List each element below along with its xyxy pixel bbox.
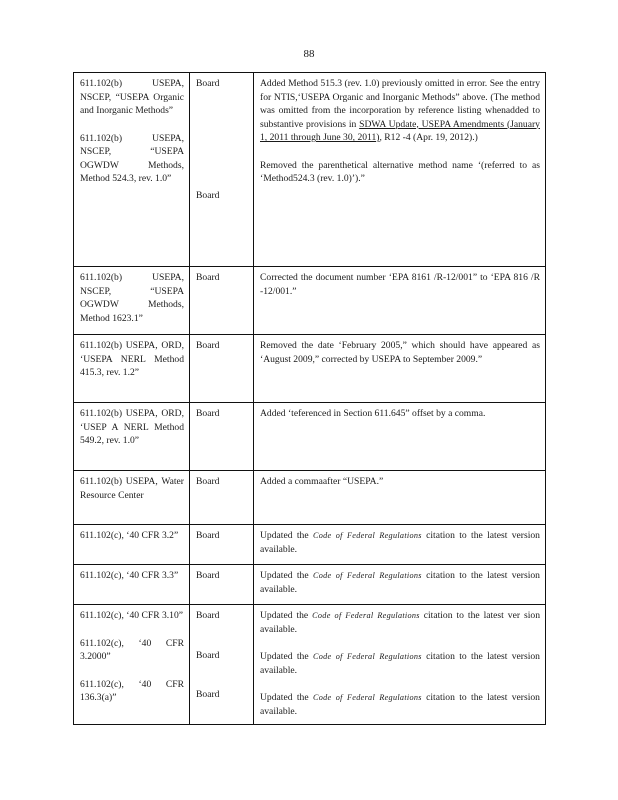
source-text: Board <box>196 689 220 700</box>
action-text: Added Method 515.3 (rev. 1.0) previously omitted in error. See the entry for NTIS,‘USEPA Organic and Inorganic Methods” above. (The method was omitted from the incorporation by reference listing whenadded to substantive provisions in SDWA Update, USEPA Amendments (January 1, 2011 through June 30, 2011), R12 -4 (Apr. 19, 2012).) <box>260 78 540 143</box>
table-row <box>74 267 546 335</box>
source-text: Board <box>196 530 220 541</box>
action-cell <box>254 565 546 605</box>
section-text: 611.102(c), ‘40 CFR 136.3(a)” <box>80 678 184 703</box>
source-text: Board <box>196 340 220 351</box>
section-text: 611.102(b) USEPA, NSCEP, “USEPA OGWDW Methods, Method 1623.1” <box>80 272 184 324</box>
source-cell <box>190 73 254 267</box>
action-text: Updated the Code of Federal Regulations citation to the latest version available. <box>260 570 540 595</box>
source-cell <box>190 403 254 471</box>
page-number: 88 <box>303 48 315 60</box>
action-text: Updated the Code of Federal Regulations citation to the latest version available. <box>260 651 540 676</box>
section-text: 611.102(b) USEPA, NSCEP, “USEPA OGWDW Methods, Method 524.3, rev. 1.0” <box>80 132 184 184</box>
section-text: 611.102(c), ‘40 CFR 3.10” <box>80 610 184 621</box>
amendments-table <box>73 72 546 725</box>
table-row <box>74 471 546 525</box>
section-cell <box>74 403 190 471</box>
source-cell <box>190 525 254 565</box>
source-cell <box>190 565 254 605</box>
section-text: 611.102(c), ‘40 CFR 3.3” <box>80 570 179 581</box>
table-row <box>74 605 546 725</box>
source-cell <box>190 605 254 725</box>
action-text: Updated the Code of Federal Regulations citation to the latest version available. <box>260 530 540 555</box>
section-text: 611.102(c), ‘40 CFR 3.2000” <box>80 637 184 662</box>
action-text: Added a commaafter “USEPA.” <box>260 476 384 487</box>
action-text: Added ‘teferenced in Section 611.645” offset by a comma. <box>260 408 486 419</box>
action-cell <box>254 73 546 267</box>
section-text: 611.102(c), ‘40 CFR 3.2” <box>80 530 179 541</box>
section-text: 611.102(b) USEPA, Water Resource Center <box>80 476 184 501</box>
source-cell <box>190 267 254 335</box>
section-cell <box>74 471 190 525</box>
citation-link: SDWA Update, USEPA Amendments (January 1, 2011 through June 30, 2011) <box>260 118 540 143</box>
section-text: 611.102(b) USEPA, NSCEP, “USEPA Organic and Inorganic Methods” <box>80 78 184 116</box>
action-text: Updated the Code of Federal Regulations citation to the latest ver sion available. <box>260 610 540 635</box>
action-cell <box>254 335 546 403</box>
action-cell <box>254 525 546 565</box>
action-text: Updated the Code of Federal Regulations citation to the latest version available. <box>260 692 540 717</box>
source-text: Board <box>196 476 220 487</box>
source-text: Board <box>196 610 220 621</box>
source-text: Board <box>196 78 220 89</box>
table-row <box>74 565 546 605</box>
table-row <box>74 525 546 565</box>
section-cell <box>74 605 190 725</box>
section-cell <box>74 565 190 605</box>
source-text: Board <box>196 570 220 581</box>
source-cell <box>190 471 254 525</box>
table-row <box>74 403 546 471</box>
source-cell <box>190 335 254 403</box>
action-cell <box>254 403 546 471</box>
action-cell <box>254 267 546 335</box>
source-text: Board <box>196 408 220 419</box>
section-text: 611.102(b) USEPA, ORD, ‘USEP A NERL Method 549.2, rev. 1.0” <box>80 408 184 446</box>
section-cell <box>74 267 190 335</box>
section-cell <box>74 73 190 267</box>
source-text: Board <box>196 189 220 201</box>
section-cell <box>74 335 190 403</box>
table-row <box>74 335 546 403</box>
table-row <box>74 73 546 267</box>
source-text: Board <box>196 649 220 661</box>
section-cell <box>74 525 190 565</box>
action-text: Corrected the document number ‘EPA 8161 /R-12/001” to ‘EPA 816 /R -12/001.” <box>260 272 540 297</box>
action-cell <box>254 605 546 725</box>
action-cell <box>254 471 546 525</box>
action-text: Removed the date ‘February 2005,” which should have appeared as ‘August 2009,” corrected by USEPA to September 2009.” <box>260 340 540 365</box>
source-text: Board <box>196 272 220 283</box>
section-text: 611.102(b) USEPA, ORD, ‘USEPA NERL Method 415.3, rev. 1.2” <box>80 340 184 378</box>
action-text: Removed the parenthetical alternative method name ‘(referred to as ‘Method524.3 (rev. 1.0)’).” <box>260 159 540 184</box>
